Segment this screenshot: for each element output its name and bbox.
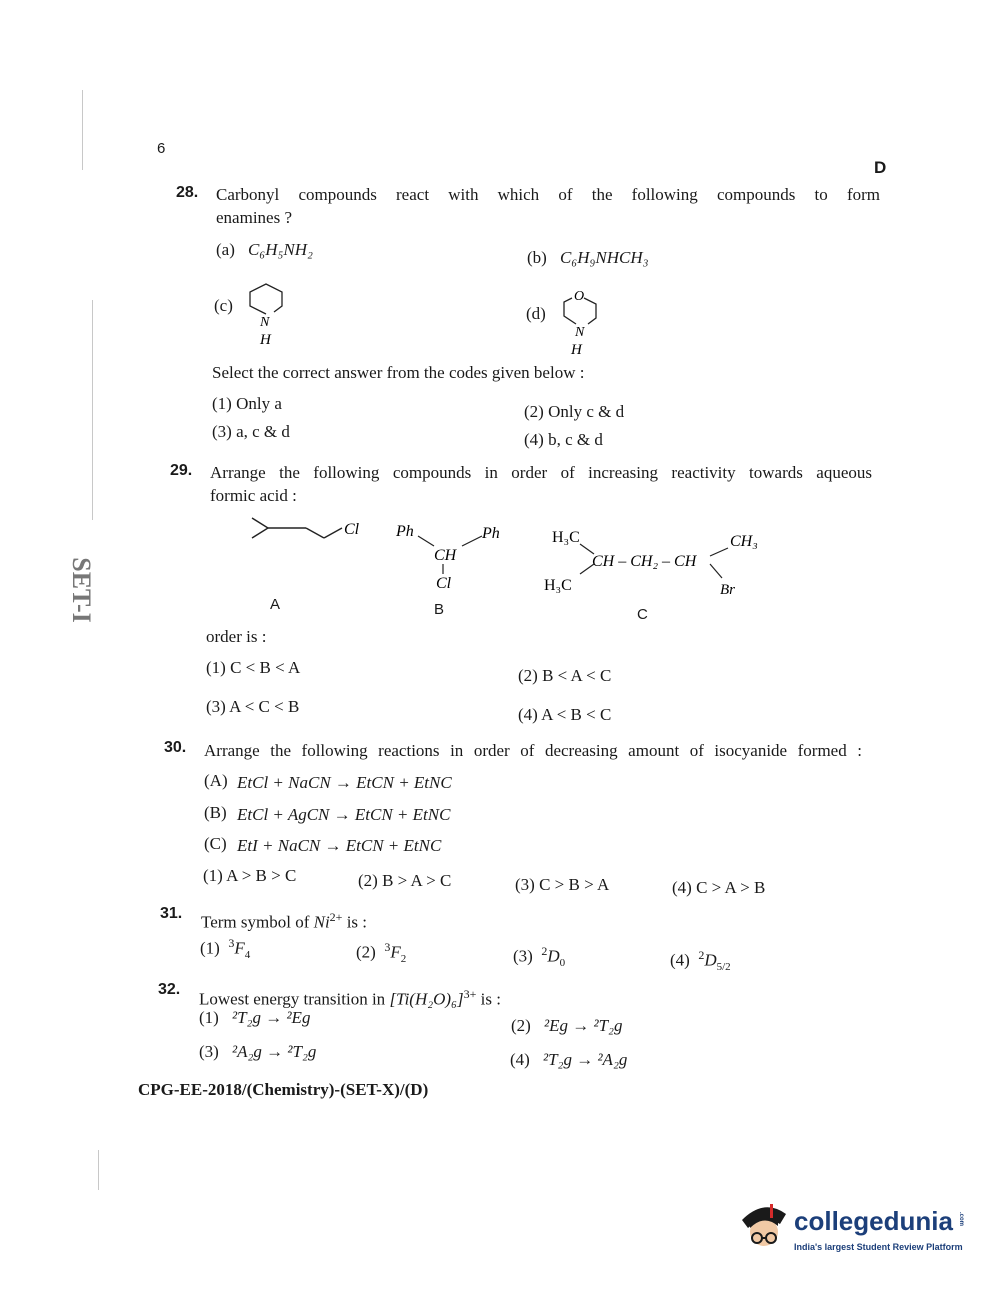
q31-option-3-label: (3) [513, 946, 533, 966]
q31-ion-charge: 2+ [329, 910, 343, 924]
q32-text-post: is : [476, 989, 501, 1009]
q31-text-post: is : [342, 912, 368, 932]
q28-option-a-formula: C₆H₅NH₂ [248, 240, 313, 259]
side-stamp [58, 540, 96, 640]
brand-suffix: .com [958, 1212, 964, 1227]
q31-option-1 [200, 936, 250, 961]
compound-a-bond-2 [306, 528, 324, 538]
q31-option-3-sub: 0 [559, 957, 566, 970]
q28-option-d-label: (d) [526, 304, 546, 323]
q31-option-4-symbol: D [704, 950, 717, 970]
morpholine-ring-right [584, 298, 596, 324]
compound-c-h3c-top: H₃C [552, 529, 580, 546]
morpholine-n: N [575, 325, 585, 340]
q30-text: Arrange the following reactions in order of decreasing amount of isocyanide formed : [204, 741, 862, 760]
compound-c-h3c-bottom: H₃C [544, 577, 572, 594]
q30-reaction-c: EtI + NaCN → EtCN + EtNC [237, 836, 442, 855]
q29-option-1: (1) C < B < A [206, 658, 301, 677]
q30-option-2: (2) B > A > C [358, 871, 452, 890]
q30-option-4: (4) C > A > B [672, 878, 766, 897]
compound-a-structure [244, 512, 374, 548]
piperidine-n: N [260, 315, 270, 330]
q28-instruction: Select the correct answer from the codes given below : [212, 363, 585, 382]
piperidine-ring [250, 284, 282, 314]
q28-text-line2: enamines ? [216, 208, 292, 227]
q32-option-2: ²Eg → ²T₂g [544, 1016, 623, 1035]
compound-b-structure [390, 516, 510, 596]
compound-a-isopropyl [252, 518, 268, 538]
q31-option-1-sup: 3 [228, 936, 235, 950]
scan-edge-line [82, 90, 83, 170]
q31-option-4 [670, 948, 731, 973]
q28-option-c-label: (c) [214, 296, 233, 315]
compound-c-label: C [637, 606, 648, 623]
compound-b-ph-right: Ph [482, 525, 500, 542]
page-footer: CPG-EE-2018/(Chemistry)-(SET-X)/(D) [138, 1080, 429, 1099]
q31-option-2-label: (2) [356, 942, 376, 962]
q32-option-4-label: (4) [510, 1050, 530, 1069]
page-number: 6 [157, 140, 166, 157]
q31-ion: Ni [313, 912, 330, 932]
compound-c-structure [540, 522, 780, 602]
q31-option-2-symbol: F [390, 942, 401, 962]
q32-option-2-label: (2) [511, 1016, 531, 1035]
morpholine-o: O [574, 289, 585, 304]
q29-order-is: order is : [206, 627, 267, 646]
compound-c-ch3: CH₃ [730, 533, 758, 550]
q31-option-3-symbol: D [547, 946, 560, 966]
q29-text-line2: formic acid : [210, 486, 297, 505]
q28-option-a-label: (a) [216, 240, 235, 259]
q32-text [199, 983, 501, 1011]
compound-a-bond-3 [324, 528, 342, 538]
compound-b-ph-left: Ph [396, 523, 414, 540]
brand-name: collegedunia [794, 1206, 953, 1236]
scan-edge-line [98, 1150, 99, 1190]
compound-b-cl: Cl [436, 575, 452, 592]
compound-b-ch: CH [434, 547, 457, 564]
compound-a-cl: Cl [344, 521, 360, 538]
q31-option-4-label: (4) [670, 950, 690, 970]
q28-option-b-formula: C₆H₉NHCH₃ [560, 248, 649, 267]
q32-complex: [Ti(H₂O)₆] [389, 989, 464, 1009]
q30-option-3: (3) C > B > A [515, 875, 610, 894]
brand-tagline: India's largest Student Review Platform [794, 1242, 963, 1252]
q28-text-line1: Carbonyl compounds react with which of the following compounds to form [216, 185, 880, 204]
morpholine-structure [554, 284, 614, 358]
q31-option-2-sup: 3 [384, 940, 391, 954]
q30-reaction-a: EtCl + NaCN → EtCN + EtNC [237, 773, 452, 792]
q31-option-2 [356, 940, 406, 965]
side-stamp-text: SET-I [67, 557, 96, 623]
q31-option-3 [513, 944, 565, 969]
question-number-30: 30. [164, 739, 187, 756]
compound-b-bond-right [462, 536, 482, 546]
q29-text-line1: Arrange the following compounds in order of increasing reactivity towards aqueous [210, 463, 872, 482]
set-code: D [874, 158, 887, 177]
student-mascot-icon [736, 1200, 792, 1256]
q31-option-2-sub: 2 [400, 953, 407, 966]
compound-c-chain: CH – CH₂ – CH [592, 553, 697, 570]
q28-option-2: (2) Only c & d [524, 402, 625, 421]
q32-option-1-label: (1) [199, 1008, 219, 1027]
q30-option-1: (1) A > B > C [203, 866, 297, 885]
scan-edge-line [92, 300, 93, 520]
q31-option-1-label: (1) [200, 938, 220, 958]
q32-option-3: ²A₂g → ²T₂g [232, 1042, 317, 1061]
q29-option-3: (3) A < C < B [206, 697, 300, 716]
q31-text [201, 906, 367, 934]
q31-option-1-symbol: F [234, 938, 245, 958]
q28-option-b-label: (b) [527, 248, 547, 267]
compound-c-bond-br [710, 564, 722, 578]
q31-text-pre: Term symbol of [201, 912, 314, 932]
q28-option-4: (4) b, c & d [524, 430, 603, 449]
piperidine-structure [238, 282, 298, 348]
compound-b-label: B [434, 601, 445, 618]
q31-option-4-sup: 2 [698, 948, 705, 962]
q31-option-4-sub: 5/2 [716, 961, 731, 974]
q31-option-3-sup: 2 [541, 944, 548, 958]
compound-b-bond-left [418, 536, 434, 546]
collegedunia-logo[interactable] [736, 1200, 966, 1260]
question-number-31: 31. [160, 905, 183, 922]
q32-option-3-label: (3) [199, 1042, 219, 1061]
question-number-29: 29. [170, 462, 193, 479]
compound-c-br: Br [720, 582, 735, 598]
q28-option-3: (3) a, c & d [212, 422, 290, 441]
q32-charge: 3+ [463, 987, 477, 1001]
q29-option-4: (4) A < B < C [518, 705, 612, 724]
q31-option-1-sub: 4 [244, 949, 251, 962]
q32-option-1: ²T₂g → ²Eg [232, 1008, 311, 1027]
q29-option-2: (2) B < A < C [518, 666, 612, 685]
q30-reaction-b-label: (B) [204, 803, 227, 822]
piperidine-h: H [260, 332, 271, 348]
question-number-32: 32. [158, 981, 181, 998]
compound-c-bond-ch3 [710, 548, 728, 556]
q28-option-1: (1) Only a [212, 394, 282, 413]
morpholine-h: H [571, 342, 582, 358]
question-number-28: 28. [176, 184, 199, 201]
q30-reaction-b: EtCl + AgCN → EtCN + EtNC [237, 805, 451, 824]
q32-option-4: ²T₂g → ²A₂g [543, 1050, 628, 1069]
compound-a-label: A [270, 596, 281, 613]
q30-reaction-c-label: (C) [204, 834, 227, 853]
q32-text-pre: Lowest energy transition in [199, 989, 390, 1009]
q30-reaction-a-label: (A) [204, 771, 228, 790]
